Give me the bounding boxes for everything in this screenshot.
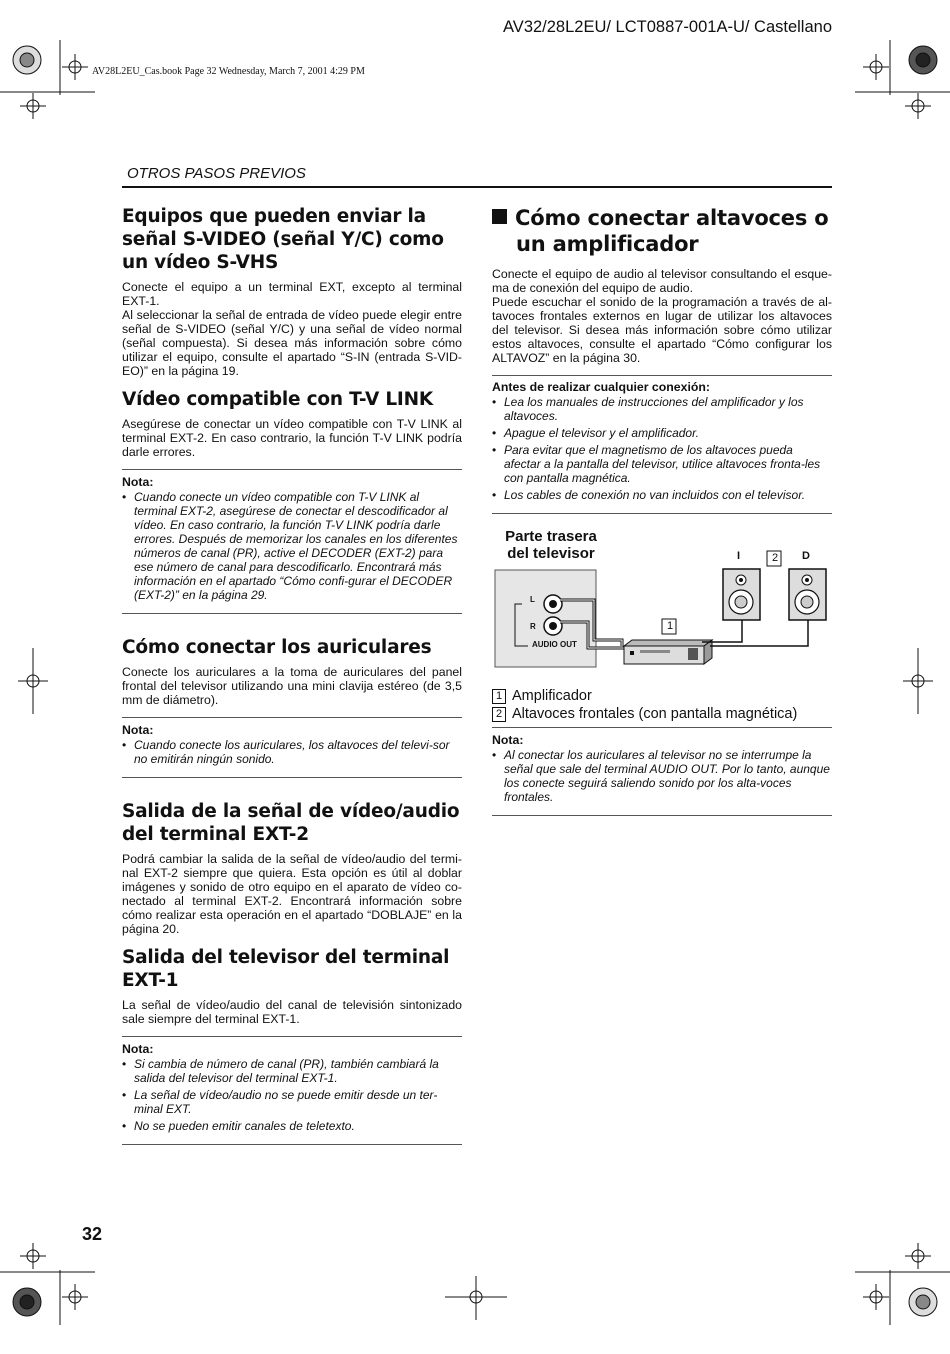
note-item: • Cuando conecte un vídeo compatible con T-V LINK al terminal EXT-2, asegúrese de conectar el descodificador al vídeo. En caso contrario, la función T-V LINK podría darle errores. Después de memorizar los canales en los diferentes números de canal (PR), active el DECODER (EXT-2) para ese número de canal para descodificarlo. Encontrará más información en el apartado “Cómo confi-gurar el DECODER (EXT-2)” en la página 29. — [122, 490, 462, 602]
tvlink-text: Asegúrese de conectar un vídeo compatible con T-V LINK al terminal EXT-2. En caso contrario, la función T-V LINK podría darle errores. — [122, 417, 462, 459]
speakers-text: Conecte el equipo de audio al televisor consultando el esque-ma de conexión del equipo de audio. Puede escuchar el sonido de la programación a través de al-tavoces frontales externos en lugar de utilizar los altavoces del televisor. Si desea más información sobre cómo utilizar estos altavoces, consulte el apartado “Cómo configurar los ALTAVOZ” en la página 30. — [492, 267, 832, 365]
audio-jack-left-icon — [544, 595, 562, 613]
precaution-item: • Para evitar que el magnetismo de los altavoces pueda afectar a la pantalla del televisor, utilice altavoces fronta-les con pantalla magnética. — [492, 443, 832, 485]
section-rule — [122, 186, 832, 188]
speakers-note: Nota: • Al conectar los auriculares al televisor no se interrumpe la señal que sale del terminal AUDIO OUT. Por lo tanto, aunque los conecte seguirá saliendo sonido por los alta-voces frontales. — [492, 727, 832, 816]
jack-label-l: L — [530, 595, 535, 604]
book-info-line: AV28L2EU_Cas.book Page 32 Wednesday, March 7, 2001 4:29 PM — [92, 66, 365, 77]
legend-item: 1 Amplificador — [492, 687, 832, 705]
note-item: • Al conectar los auriculares al televisor no se interrumpe la señal que sale del terminal AUDIO OUT. Por lo tanto, aunque los conecte seguirá saliendo sonido por los alta-voces frontales. — [492, 748, 832, 804]
ext2-output-text: Podrá cambiar la salida de la señal de vídeo/audio del termi-nal EXT-2 siempre que quiera. Esta opción es útil al doblar imágenes y sonido de otro equipo en el aparato de vídeo co-nectado al terminal EXT-2. Encontrará información sobre cómo realizar esta operación en el apartado “DOBLAJE” en la página 20. — [122, 852, 462, 936]
note-item: • No se pueden emitir canales de teletexto. — [122, 1119, 462, 1133]
note-item: • Cuando conecte los auriculares, los altavoces del televi-sor no emitirán ningún sonido. — [122, 738, 462, 766]
diagram-drawing — [492, 522, 832, 680]
speaker-left-icon — [723, 569, 760, 620]
audio-out-label: AUDIO OUT — [532, 640, 577, 649]
document-code: AV32/28L2EU/ LCT0887-001A-U/ Castellano — [503, 18, 832, 36]
tvlink-heading: Vídeo compatible con T-V LINK — [122, 389, 434, 410]
ext1-output-text: La señal de vídeo/audio del canal de televisión sintonizado sale siempre del terminal EXT-1. — [122, 998, 462, 1026]
note-item: • La señal de vídeo/audio no se puede emitir desde un ter-minal EXT. — [122, 1088, 462, 1116]
ext1-output-heading: Salida del televisor del terminal EXT-1 — [122, 947, 450, 991]
section-label: OTROS PASOS PREVIOS — [127, 165, 306, 182]
page-number: 32 — [82, 1224, 103, 1244]
diagram-number-1: 1 — [666, 620, 674, 632]
left-column — [122, 205, 462, 1167]
svideo-text: Conecte el equipo a un terminal EXT, excepto al terminal EXT-1. Al seleccionar la señal de entrada de vídeo puede elegir entre señal de S-VIDEO (señal Y/C) y una señal de vídeo normal (señal compuesta). Si desea más información sobre cómo utilizar el equipo, consulte el apartado “S-IN (entrada S-VID-EO)” en la página 19. — [122, 280, 462, 378]
connection-diagram — [492, 522, 832, 680]
headphones-heading: Cómo conectar los auriculares — [122, 637, 432, 658]
speaker-left-label: I — [737, 550, 741, 562]
tvlink-note: Nota: • Cuando conecte un vídeo compatible con T-V LINK al terminal EXT-2, asegúrese de conectar el descodificador al vídeo. En caso contrario, la función T-V LINK podría darle errores. Después de memorizar los canales en los diferentes números de canal (PR), active el DECODER (EXT-2) para ese número de canal para descodificarlo. Encontrará más información en el apartado “Cómo confi-gurar el DECODER (EXT-2)” en la página 29. — [122, 469, 462, 614]
speakers-heading: Cómo conectar altavoces o un amplificador — [492, 205, 832, 257]
diagram-number-2: 2 — [771, 552, 779, 564]
headphones-text: Conecte los auriculares a la toma de auriculares del panel frontal del televisor utilizando una mini clavija estéreo (de 3,5 mm de diámetro). — [122, 665, 462, 707]
diagram-legend-and-note — [492, 687, 832, 838]
before-connection-box: Antes de realizar cualquier conexión: • Lea los manuales de instrucciones del amplificador y los altavoces. • Apague el televisor y el amplificador. • Para evitar que el magnetismo de los altavoces pueda afectar a la pantalla del televisor, utilice altavoces fronta-les con pantalla magnética. • Los cables de conexión no van incluidos con el televisor. — [492, 375, 832, 514]
ext1-note: Nota: • Si cambia de número de canal (PR), también cambiará la salida del televisor del terminal EXT-1. • La señal de vídeo/audio no se puede emitir desde un ter-minal EXT. • No se pueden emitir canales de teletexto. — [122, 1036, 462, 1145]
ext2-output-heading: Salida de la señal de vídeo/audio del terminal EXT-2 — [122, 801, 460, 845]
diagram-title: Parte trasera del televisor — [505, 528, 597, 562]
audio-jack-right-icon — [544, 617, 562, 635]
speaker-right-icon — [789, 569, 826, 620]
amplifier-icon — [624, 640, 712, 664]
heading-square-icon — [492, 209, 507, 224]
headphones-note: Nota: • Cuando conecte los auriculares, los altavoces del televi-sor no emitirán ningún sonido. — [122, 717, 462, 778]
svideo-heading: Equipos que pueden enviar la señal S-VIDEO (señal Y/C) como un vídeo S-VHS — [122, 206, 444, 273]
precaution-item: • Los cables de conexión no van incluidos con el televisor. — [492, 488, 832, 502]
speaker-right-label: D — [802, 550, 810, 562]
precaution-item: • Lea los manuales de instrucciones del amplificador y los altavoces. — [492, 395, 832, 423]
note-item: • Si cambia de número de canal (PR), también cambiará la salida del televisor del terminal EXT-1. — [122, 1057, 462, 1085]
precaution-item: • Apague el televisor y el amplificador. — [492, 426, 832, 440]
right-column — [492, 205, 832, 536]
legend-item: 2 Altavoces frontales (con pantalla magnética) — [492, 705, 832, 723]
jack-label-r: R — [530, 622, 536, 631]
